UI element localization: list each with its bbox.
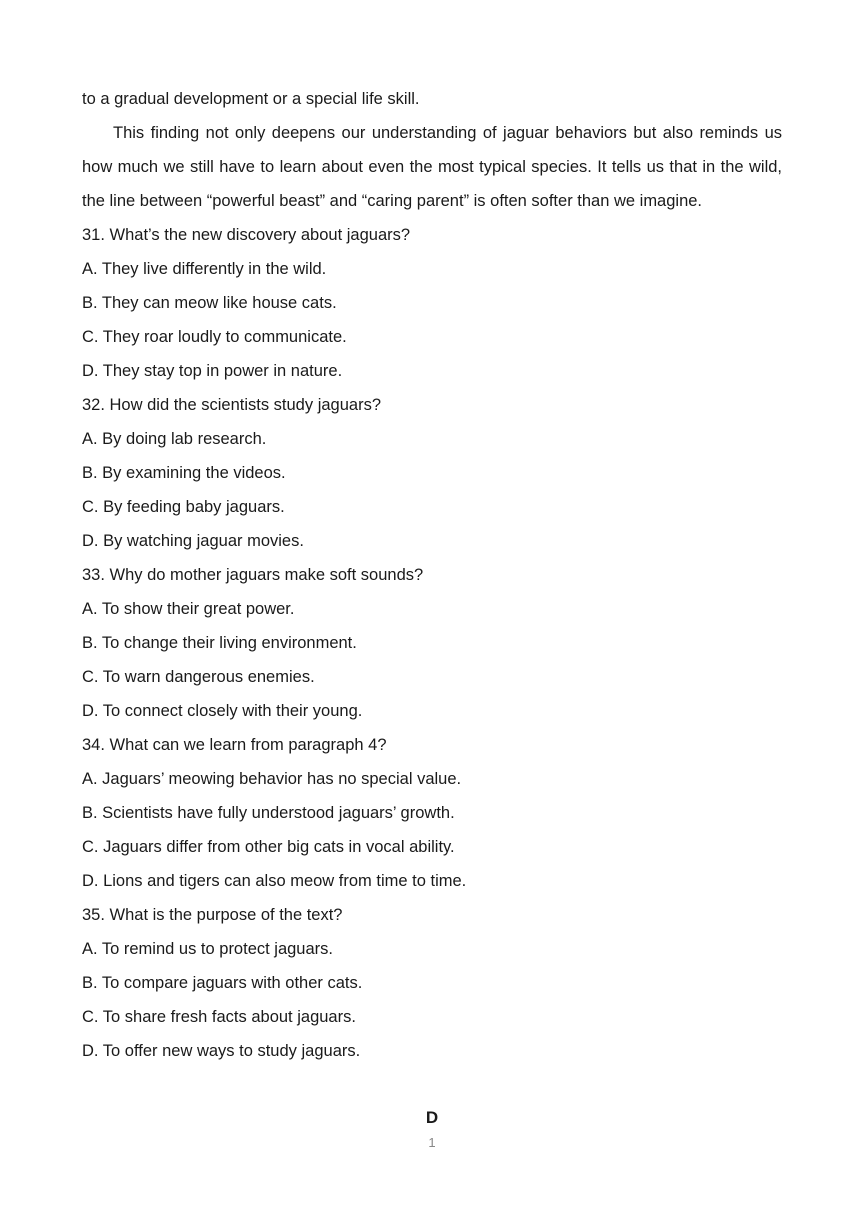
- option-a: A. They live differently in the wild.: [82, 260, 327, 278]
- option-c: C. To warn dangerous enemies.: [82, 668, 315, 686]
- question-34: [82, 728, 782, 898]
- question-32: [82, 388, 782, 558]
- passage-paragraph: This finding not only deepens our understanding of jaguar behaviors but also reminds us how much we still have to learn about even the most typical species. It tells us that in the wild, the line between “powerful beast” and “caring parent” is often softer than we imagine.: [82, 124, 782, 210]
- question-31: [82, 218, 782, 388]
- page-content: [82, 82, 782, 1068]
- page-number: 1: [428, 1135, 436, 1150]
- question-stem: 33. Why do mother jaguars make soft sounds?: [82, 566, 424, 584]
- option-c: C. They roar loudly to communicate.: [82, 328, 347, 346]
- option-a: A. To remind us to protect jaguars.: [82, 940, 333, 958]
- option-c: C. Jaguars differ from other big cats in vocal ability.: [82, 838, 455, 856]
- option-b: B. To change their living environment.: [82, 634, 357, 652]
- question-stem: 35. What is the purpose of the text?: [82, 906, 343, 924]
- question-stem: 31. What’s the new discovery about jaguars?: [82, 226, 411, 244]
- option-a: A. To show their great power.: [82, 600, 295, 618]
- question-stem: 32. How did the scientists study jaguars?: [82, 396, 381, 414]
- passage-continuation: to a gradual development or a special life skill.: [82, 90, 420, 108]
- option-d: D. They stay top in power in nature.: [82, 362, 343, 380]
- option-b: B. By examining the videos.: [82, 464, 286, 482]
- question-stem: 34. What can we learn from paragraph 4?: [82, 736, 387, 754]
- option-a: A. By doing lab research.: [82, 430, 267, 448]
- option-b: B. To compare jaguars with other cats.: [82, 974, 363, 992]
- option-a: A. Jaguars’ meowing behavior has no special value.: [82, 770, 462, 788]
- question-33: [82, 558, 782, 728]
- option-d: D. Lions and tigers can also meow from time to time.: [82, 872, 467, 890]
- option-d: D. To connect closely with their young.: [82, 702, 363, 720]
- option-d: D. By watching jaguar movies.: [82, 532, 304, 550]
- option-b: B. They can meow like house cats.: [82, 294, 337, 312]
- option-c: C. By feeding baby jaguars.: [82, 498, 285, 516]
- next-section-heading: D: [425, 1108, 439, 1127]
- option-c: C. To share fresh facts about jaguars.: [82, 1008, 356, 1026]
- option-d: D. To offer new ways to study jaguars.: [82, 1042, 361, 1060]
- option-b: B. Scientists have fully understood jaguars’ growth.: [82, 804, 455, 822]
- question-35: [82, 898, 782, 1068]
